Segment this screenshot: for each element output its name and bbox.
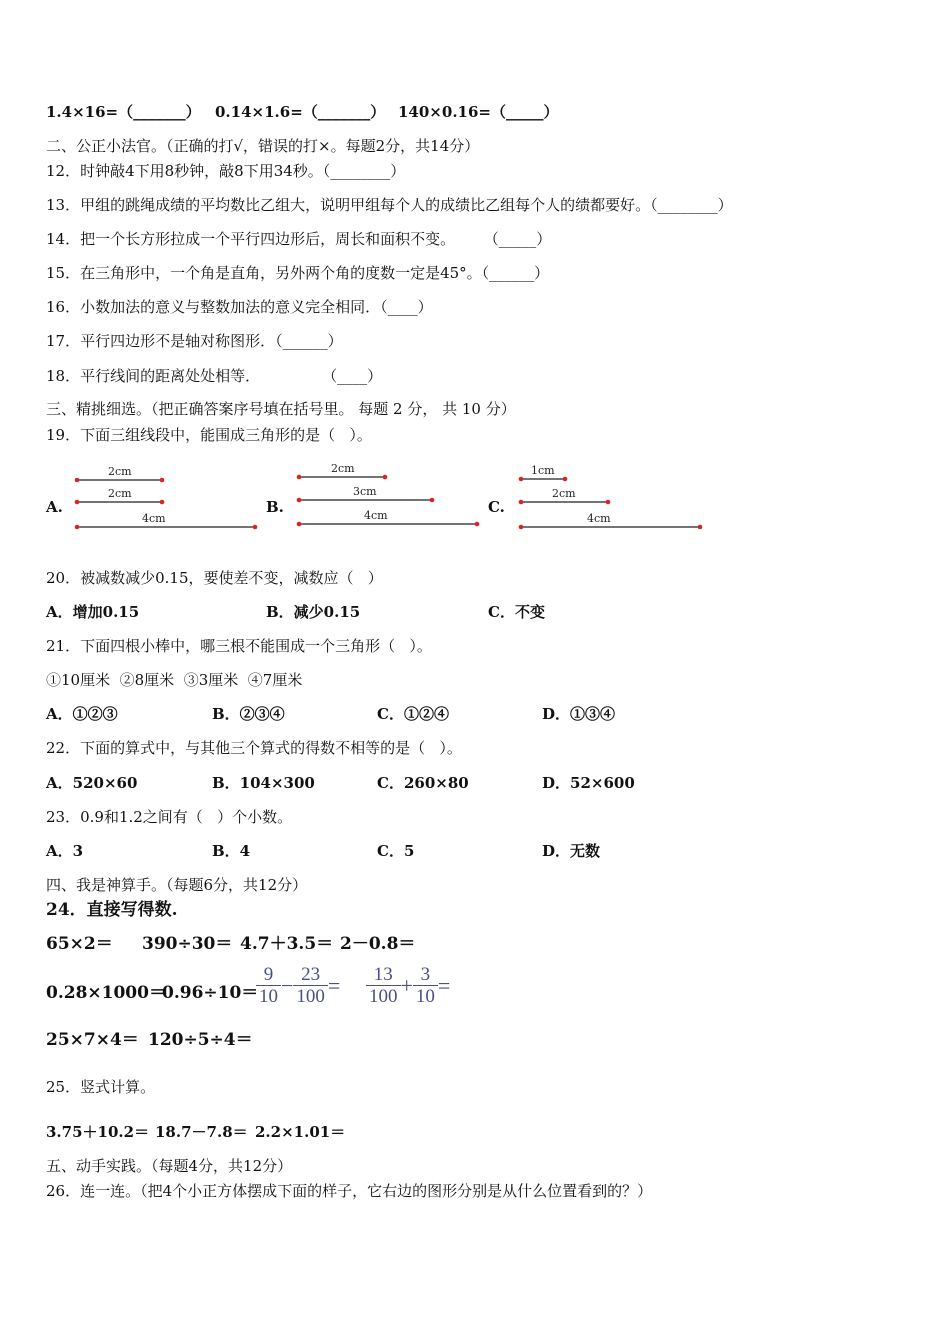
q21-option-c: C．①②④ [377, 705, 449, 723]
question-16: 16．小数加法的意义与整数加法的意义完全相同．（____） [46, 298, 433, 316]
top-calc-3: 140×0.16=（_____） [398, 103, 559, 121]
question-17: 17．平行四边形不是轴对称图形．（______） [46, 332, 343, 350]
segment-endpoint [519, 477, 524, 482]
segment-endpoint [297, 498, 302, 503]
question-26: 26．连一连。（把4个小正方体摆成下面的样子，它右边的图形分别是从什么位置看到的？） [46, 1182, 653, 1200]
segment-endpoint [160, 478, 165, 483]
question-13: 13．甲组的跳绳成绩的平均数比乙组大，说明甲组每个人的成绩比乙组每个人的绩都要好。（________） [46, 196, 733, 214]
denominator: 10 [413, 985, 438, 1007]
fraction [366, 964, 401, 1007]
q24-calc-8: 120÷5÷4＝ [148, 1030, 253, 1050]
q25-calc-1: 3.75＋10.2＝ [46, 1123, 150, 1141]
fraction [293, 964, 328, 1007]
question-23: 23．0.9和1.2之间有（ ）个小数。 [46, 808, 293, 826]
q25-calc-3: 2.2×1.01＝ [255, 1123, 346, 1141]
section-4-header: 四、我是神算手。（每题6分，共12分） [46, 876, 308, 894]
segment-label: 2cm [108, 487, 132, 500]
q25-calc-2: 18.7－7.8＝ [155, 1123, 248, 1141]
q21-option-a: A．①②③ [46, 705, 118, 723]
question-25: 25．竖式计算。 [46, 1078, 156, 1096]
fraction [256, 964, 281, 1007]
q23-option-c: C．5 [377, 842, 415, 860]
q19-option-c-figure [519, 464, 703, 529]
q22-option-a: A．520×60 [46, 774, 138, 792]
plus-operator: + [400, 972, 413, 998]
q24-calc-7: 25×7×4＝ [46, 1030, 139, 1050]
q20-option-b: B．减少0.15 [266, 603, 361, 621]
question-22: 22．下面的算式中，与其他三个算式的得数不相等的是（ ）。 [46, 739, 462, 757]
q24-calc-1: 65×2＝ [46, 934, 113, 954]
q23-option-b: B．4 [212, 842, 251, 860]
q21-option-d: D．①③④ [542, 705, 616, 723]
question-19: 19．下面三组线段中，能围成三角形的是（ ）。 [46, 426, 372, 444]
q24-fraction-expr-1 [256, 964, 340, 1007]
question-12: 12．时钟敲4下用8秒钟，敲8下用34秒。（________） [46, 162, 406, 180]
segment-endpoint [475, 522, 480, 527]
equals-sign: = [327, 972, 341, 998]
segment-endpoint [75, 478, 80, 483]
q24-fraction-expr-2 [366, 964, 450, 1007]
numerator: 9 [263, 964, 274, 985]
numerator: 3 [420, 964, 431, 985]
segment-endpoint [698, 525, 703, 530]
segment-endpoint [519, 525, 524, 530]
question-21: 21．下面四根小棒中，哪三根不能围成一个三角形（ ）。 [46, 637, 432, 655]
q23-option-d: D．无数 [542, 842, 601, 860]
minus-operator: − [281, 972, 294, 998]
q22-option-d: D．52×600 [542, 774, 635, 792]
numerator: 23 [301, 964, 321, 985]
section-3-header: 三、精挑细选。（把正确答案序号填在括号里。 每题 2 分， 共 10 分） [46, 400, 516, 418]
segment-endpoint [297, 475, 302, 480]
top-calc-2: 0.14×1.6=（_______） [215, 103, 386, 121]
q19-segment-figures [0, 455, 950, 545]
top-calc-1: 1.4×16=（_______） [46, 103, 201, 121]
segment-label: 2cm [331, 462, 355, 475]
segment-endpoint [75, 500, 80, 505]
q24-calc-4: 2－0.8＝ [340, 934, 416, 954]
fraction [413, 964, 438, 1007]
numerator: 13 [373, 964, 393, 985]
segment-label: 1cm [531, 464, 555, 477]
q19-option-a-label: A. [46, 498, 63, 516]
q24-calc-3: 4.7＋3.5＝ [240, 934, 334, 954]
segment-label: 2cm [552, 487, 576, 500]
denominator: 100 [293, 985, 328, 1007]
segment-endpoint [430, 498, 435, 503]
segment-label: 3cm [353, 485, 377, 498]
segment-endpoint [160, 500, 165, 505]
segment-endpoint [606, 500, 611, 505]
question-14: 14．把一个长方形拉成一个平行四边形后，周长和面积不变。 （_____） [46, 230, 552, 248]
q23-option-a: A．3 [46, 842, 84, 860]
denominator: 10 [256, 985, 281, 1007]
denominator: 100 [366, 985, 401, 1007]
segment-label: 4cm [587, 512, 611, 525]
equals-sign: = [437, 972, 451, 998]
segment-label: 4cm [364, 509, 388, 522]
q24-calc-6: 0.96÷10＝ [162, 983, 259, 1003]
segment-endpoint [297, 522, 302, 527]
section-5-header: 五、动手实践。（每题4分，共12分） [46, 1157, 293, 1175]
q22-option-b: B．104×300 [212, 774, 315, 792]
segment-endpoint [563, 477, 568, 482]
question-18: 18．平行线间的距离处处相等． （____） [46, 367, 383, 385]
q19-option-b-figure [297, 462, 480, 526]
question-15: 15．在三角形中，一个角是直角，另外两个角的度数一定是45°。（______） [46, 264, 550, 282]
section-2-header: 二、公正小法官。（正确的打√，错误的打×。每题2分，共14分） [46, 137, 480, 155]
segment-label: 4cm [142, 512, 166, 525]
q20-option-a: A．增加0.15 [46, 603, 140, 621]
q21-sticks: ①10厘米 ②8厘米 ③3厘米 ④7厘米 [46, 671, 303, 689]
q24-calc-5: 0.28×1000＝ [46, 983, 166, 1003]
segment-endpoint [519, 500, 524, 505]
question-24: 24．直接写得数. [46, 900, 178, 920]
q19-option-b-label: B. [266, 498, 284, 516]
question-20: 20．被减数减少0.15，要使差不变，减数应（ ） [46, 569, 383, 587]
q24-calc-2: 390÷30＝ [142, 934, 233, 954]
segment-endpoint [253, 525, 258, 530]
segment-endpoint [75, 525, 80, 530]
q20-option-c: C．不变 [488, 603, 545, 621]
q19-option-a-figure [75, 465, 258, 529]
segment-endpoint [383, 475, 388, 480]
q22-option-c: C．260×80 [377, 774, 469, 792]
q19-option-c-label: C. [488, 498, 505, 516]
segment-label: 2cm [108, 465, 132, 478]
q21-option-b: B．②③④ [212, 705, 285, 723]
